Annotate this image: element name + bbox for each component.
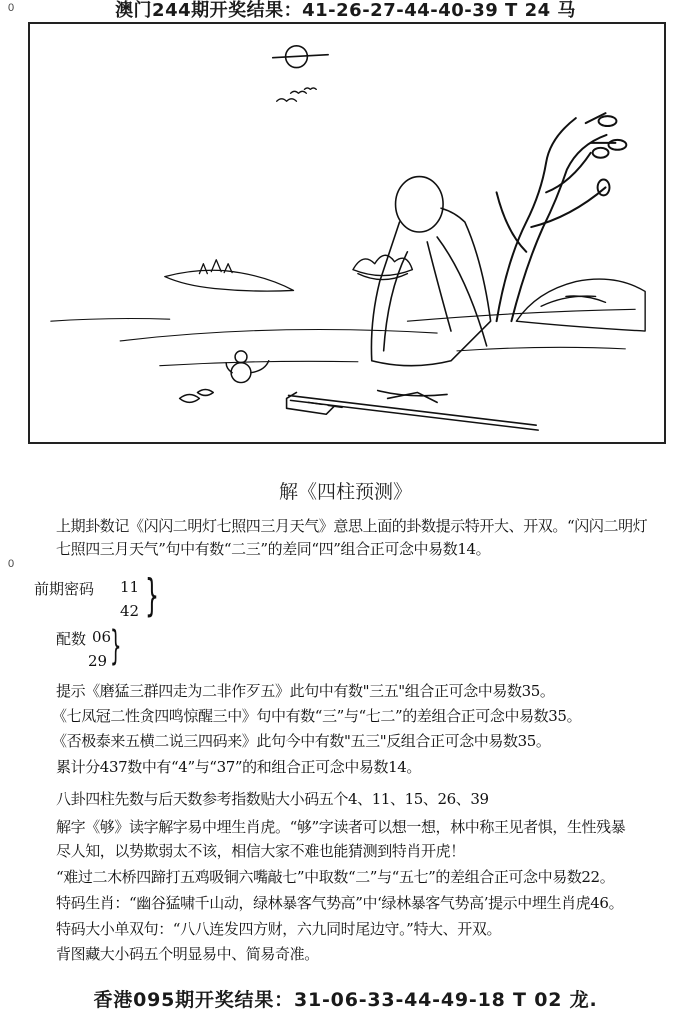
brace-icon: } bbox=[145, 570, 159, 621]
monk-figure-icon bbox=[371, 177, 490, 403]
paragraph-line: 上期卦数记《闪闪二明灯七照四三月天气》意思上面的卦数提示特开大、开双。“闪闪二明灯 bbox=[56, 517, 648, 535]
paragraph-line: 背图藏大小码五个明显易中、简易奇准。 bbox=[56, 945, 319, 963]
hills-left bbox=[165, 260, 294, 291]
paragraph-line: 提示《磨猛三群四走为二非作歹五》此句中有数"三五"组合正可念中易数35。 bbox=[56, 682, 555, 700]
paragraph-line: 尽人知，以势欺弱太不该，相信大家不难也能猜测到特肖开虎！ bbox=[56, 842, 465, 860]
paragraph-line: 解字《够》读字解字易中埋生肖虎。“够”字读者可以想一想，林中称王见者惧，生性残暴 bbox=[56, 818, 626, 836]
monk-illustration bbox=[28, 22, 666, 444]
paragraph-line: 《七凤冠二性贪四鸣惊醒三中》句中有数“三”与“七二”的差组合正可念中易数35。 bbox=[52, 707, 582, 725]
staff-icon bbox=[287, 392, 539, 430]
paragraph-line: 特码大小单双句：“八八连发四方财，六九同时尾边守。”特大、开双。 bbox=[56, 920, 502, 938]
prev-code-label: 前期密码 bbox=[34, 580, 95, 598]
pair-value: 06 bbox=[92, 628, 112, 646]
hongkong-result-title: 香港095期开奖结果：31-06-33-44-49-18 T 02 龙. bbox=[93, 989, 598, 1011]
pair-value: 29 bbox=[88, 652, 108, 670]
birds-icon bbox=[277, 88, 317, 101]
rocks-right bbox=[516, 279, 645, 331]
brace-icon: } bbox=[110, 623, 122, 669]
ground-lines bbox=[51, 309, 635, 365]
paragraph-line: 八卦四柱先数与后天数参考指数贴大小码五个4、11、15、26、39 bbox=[56, 790, 489, 808]
lotus-icon bbox=[353, 255, 412, 279]
paragraph-line: 七照四三月天气”句中有数“二三”的差同“四”组合正可念中易数14。 bbox=[56, 540, 491, 558]
prev-code-value: 42 bbox=[120, 602, 140, 620]
prev-code-value: 11 bbox=[120, 578, 140, 596]
macau-result-title: 澳门244期开奖结果：41-26-27-44-40-39 T 24 马 bbox=[115, 0, 576, 21]
gourd-icon bbox=[180, 351, 269, 403]
section-title: 解《四柱预测》 bbox=[278, 481, 412, 503]
paragraph-line: 《否极泰来五横二说三四码来》此句今中有数"五三"反组合正可念中易数35。 bbox=[52, 732, 551, 750]
corner-mark-mid: 0 bbox=[8, 558, 15, 570]
paragraph-line: 累计分437数中有“4”与“37”的和组合正可念中易数14。 bbox=[56, 758, 422, 776]
paragraph-line: 特码生肖：“幽谷猛啸千山动，绿林暴客气势高”中‘绿林暴客气势高’提示中埋生肖虎46。 bbox=[56, 894, 624, 912]
corner-mark: 0 bbox=[8, 2, 15, 14]
paragraph-line: “难过二木桥四蹄打五鸡吸铜六嘴敲七”中取数“二”与“五七”的差组合正可念中易数22。 bbox=[56, 868, 615, 886]
pair-label: 配数 bbox=[56, 630, 87, 648]
sun-icon bbox=[273, 46, 328, 68]
tree-icon bbox=[497, 113, 627, 321]
